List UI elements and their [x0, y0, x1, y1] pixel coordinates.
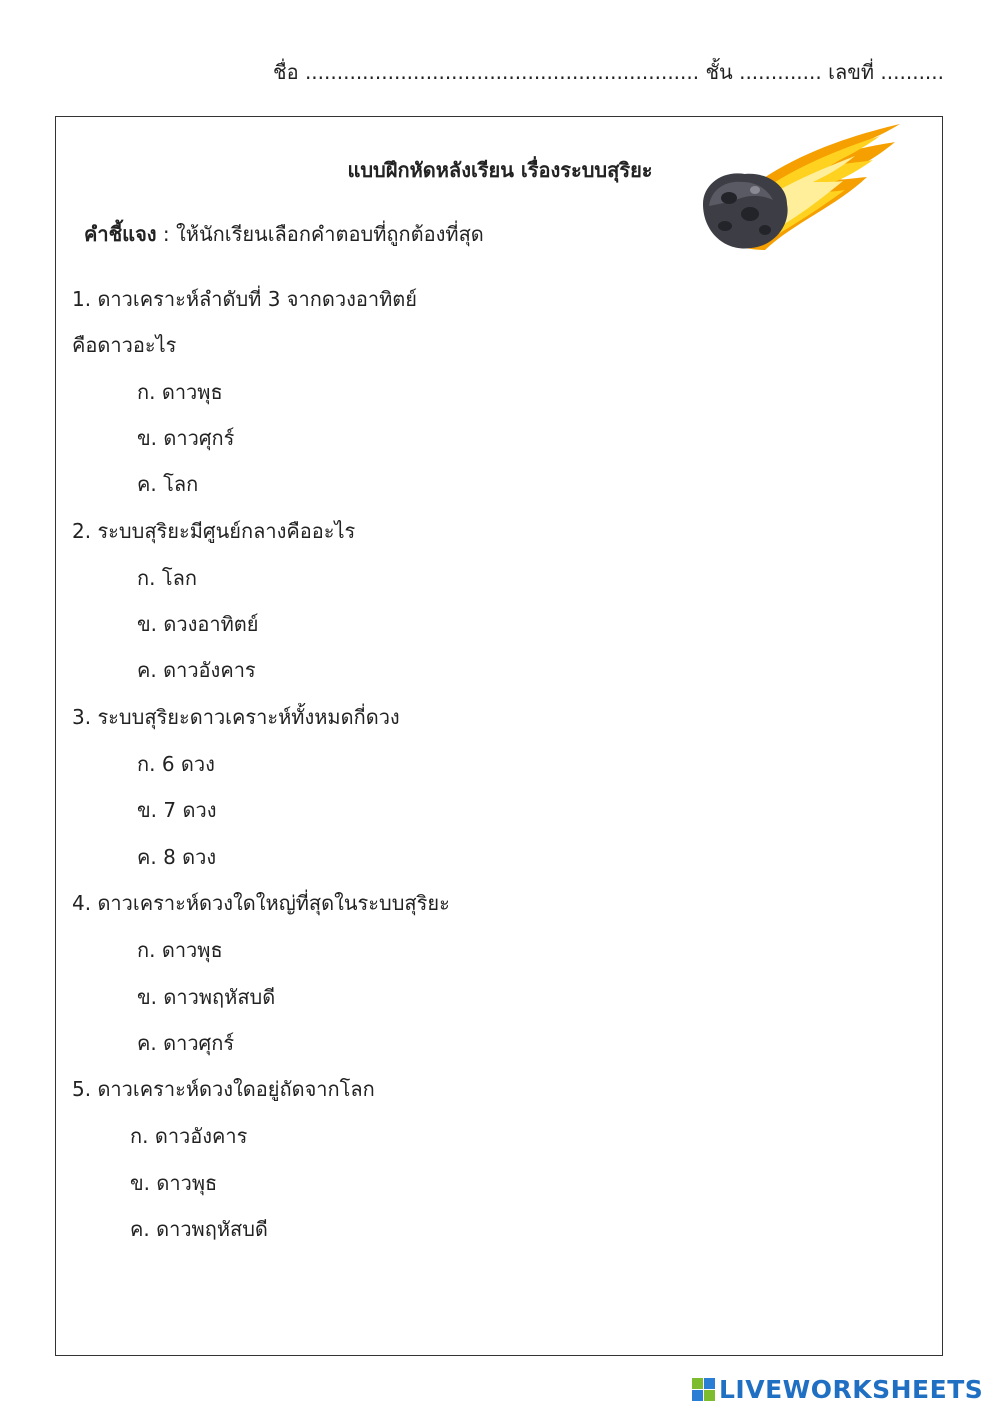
question-2: 2. ระบบสุริยะมีศูนย์กลางคืออะไร — [72, 519, 356, 543]
question-4-choice-a[interactable]: ก. ดาวพุธ — [137, 938, 223, 962]
question-4-choice-b[interactable]: ข. ดาวพฤหัสบดี — [137, 985, 276, 1009]
class-label: ชั้น — [705, 60, 733, 84]
question-5: 5. ดาวเคราะห์ดวงใดอยู่ถัดจากโลก — [72, 1077, 375, 1101]
question-3-choice-c[interactable]: ค. 8 ดวง — [137, 845, 217, 869]
question-1: 1. ดาวเคราะห์ลำดับที่ 3 จากดวงอาทิตย์ — [72, 287, 417, 311]
class-blank[interactable]: ............. — [739, 60, 822, 84]
question-3: 3. ระบบสุริยะดาวเคราะห์ทั้งหมดกี่ดวง — [72, 705, 400, 729]
question-4: 4. ดาวเคราะห์ดวงใดใหญ่ที่สุดในระบบสุริยะ — [72, 891, 450, 915]
student-info-line — [273, 56, 944, 88]
question-4-choice-c[interactable]: ค. ดาวศุกร์ — [137, 1031, 235, 1055]
name-label: ชื่อ — [273, 60, 299, 84]
question-5-choice-c[interactable]: ค. ดาวพฤหัสบดี — [130, 1217, 268, 1241]
brand-name: LIVEWORKSHEETS — [719, 1375, 984, 1404]
question-5-choice-b[interactable]: ข. ดาวพุธ — [130, 1171, 218, 1195]
question-2-choice-c[interactable]: ค. ดาวอังคาร — [137, 658, 256, 682]
liveworksheets-logo[interactable] — [692, 1375, 983, 1404]
question-5-choice-a[interactable]: ก. ดาวอังคาร — [130, 1124, 248, 1148]
question-3-choice-b[interactable]: ข. 7 ดวง — [137, 798, 217, 822]
number-blank[interactable]: .......... — [880, 60, 944, 84]
question-1-choice-c[interactable]: ค. โลก — [137, 472, 199, 496]
logo-mark-icon — [692, 1378, 715, 1401]
name-blank[interactable]: .............................................................. — [304, 60, 700, 84]
question-1-choice-a[interactable]: ก. ดาวพุธ — [137, 380, 223, 404]
question-1-choice-b[interactable]: ข. ดาวศุกร์ — [137, 426, 235, 450]
worksheet-title: แบบฝึกหัดหลังเรียน เรื่องระบบสุริยะ — [347, 158, 653, 182]
instruction-text: : ให้นักเรียนเลือกคำตอบที่ถูกต้องที่สุด — [156, 222, 484, 246]
question-1-continued: คือดาวอะไร — [72, 333, 177, 357]
question-2-choice-b[interactable]: ข. ดวงอาทิตย์ — [137, 612, 259, 636]
question-2-choice-a[interactable]: ก. โลก — [137, 566, 197, 590]
instruction-label: คำชี้แจง — [84, 222, 157, 246]
number-label: เลขที่ — [828, 60, 875, 84]
meteor-icon — [695, 122, 903, 256]
instruction — [84, 218, 484, 250]
question-3-choice-a[interactable]: ก. 6 ดวง — [137, 752, 215, 776]
